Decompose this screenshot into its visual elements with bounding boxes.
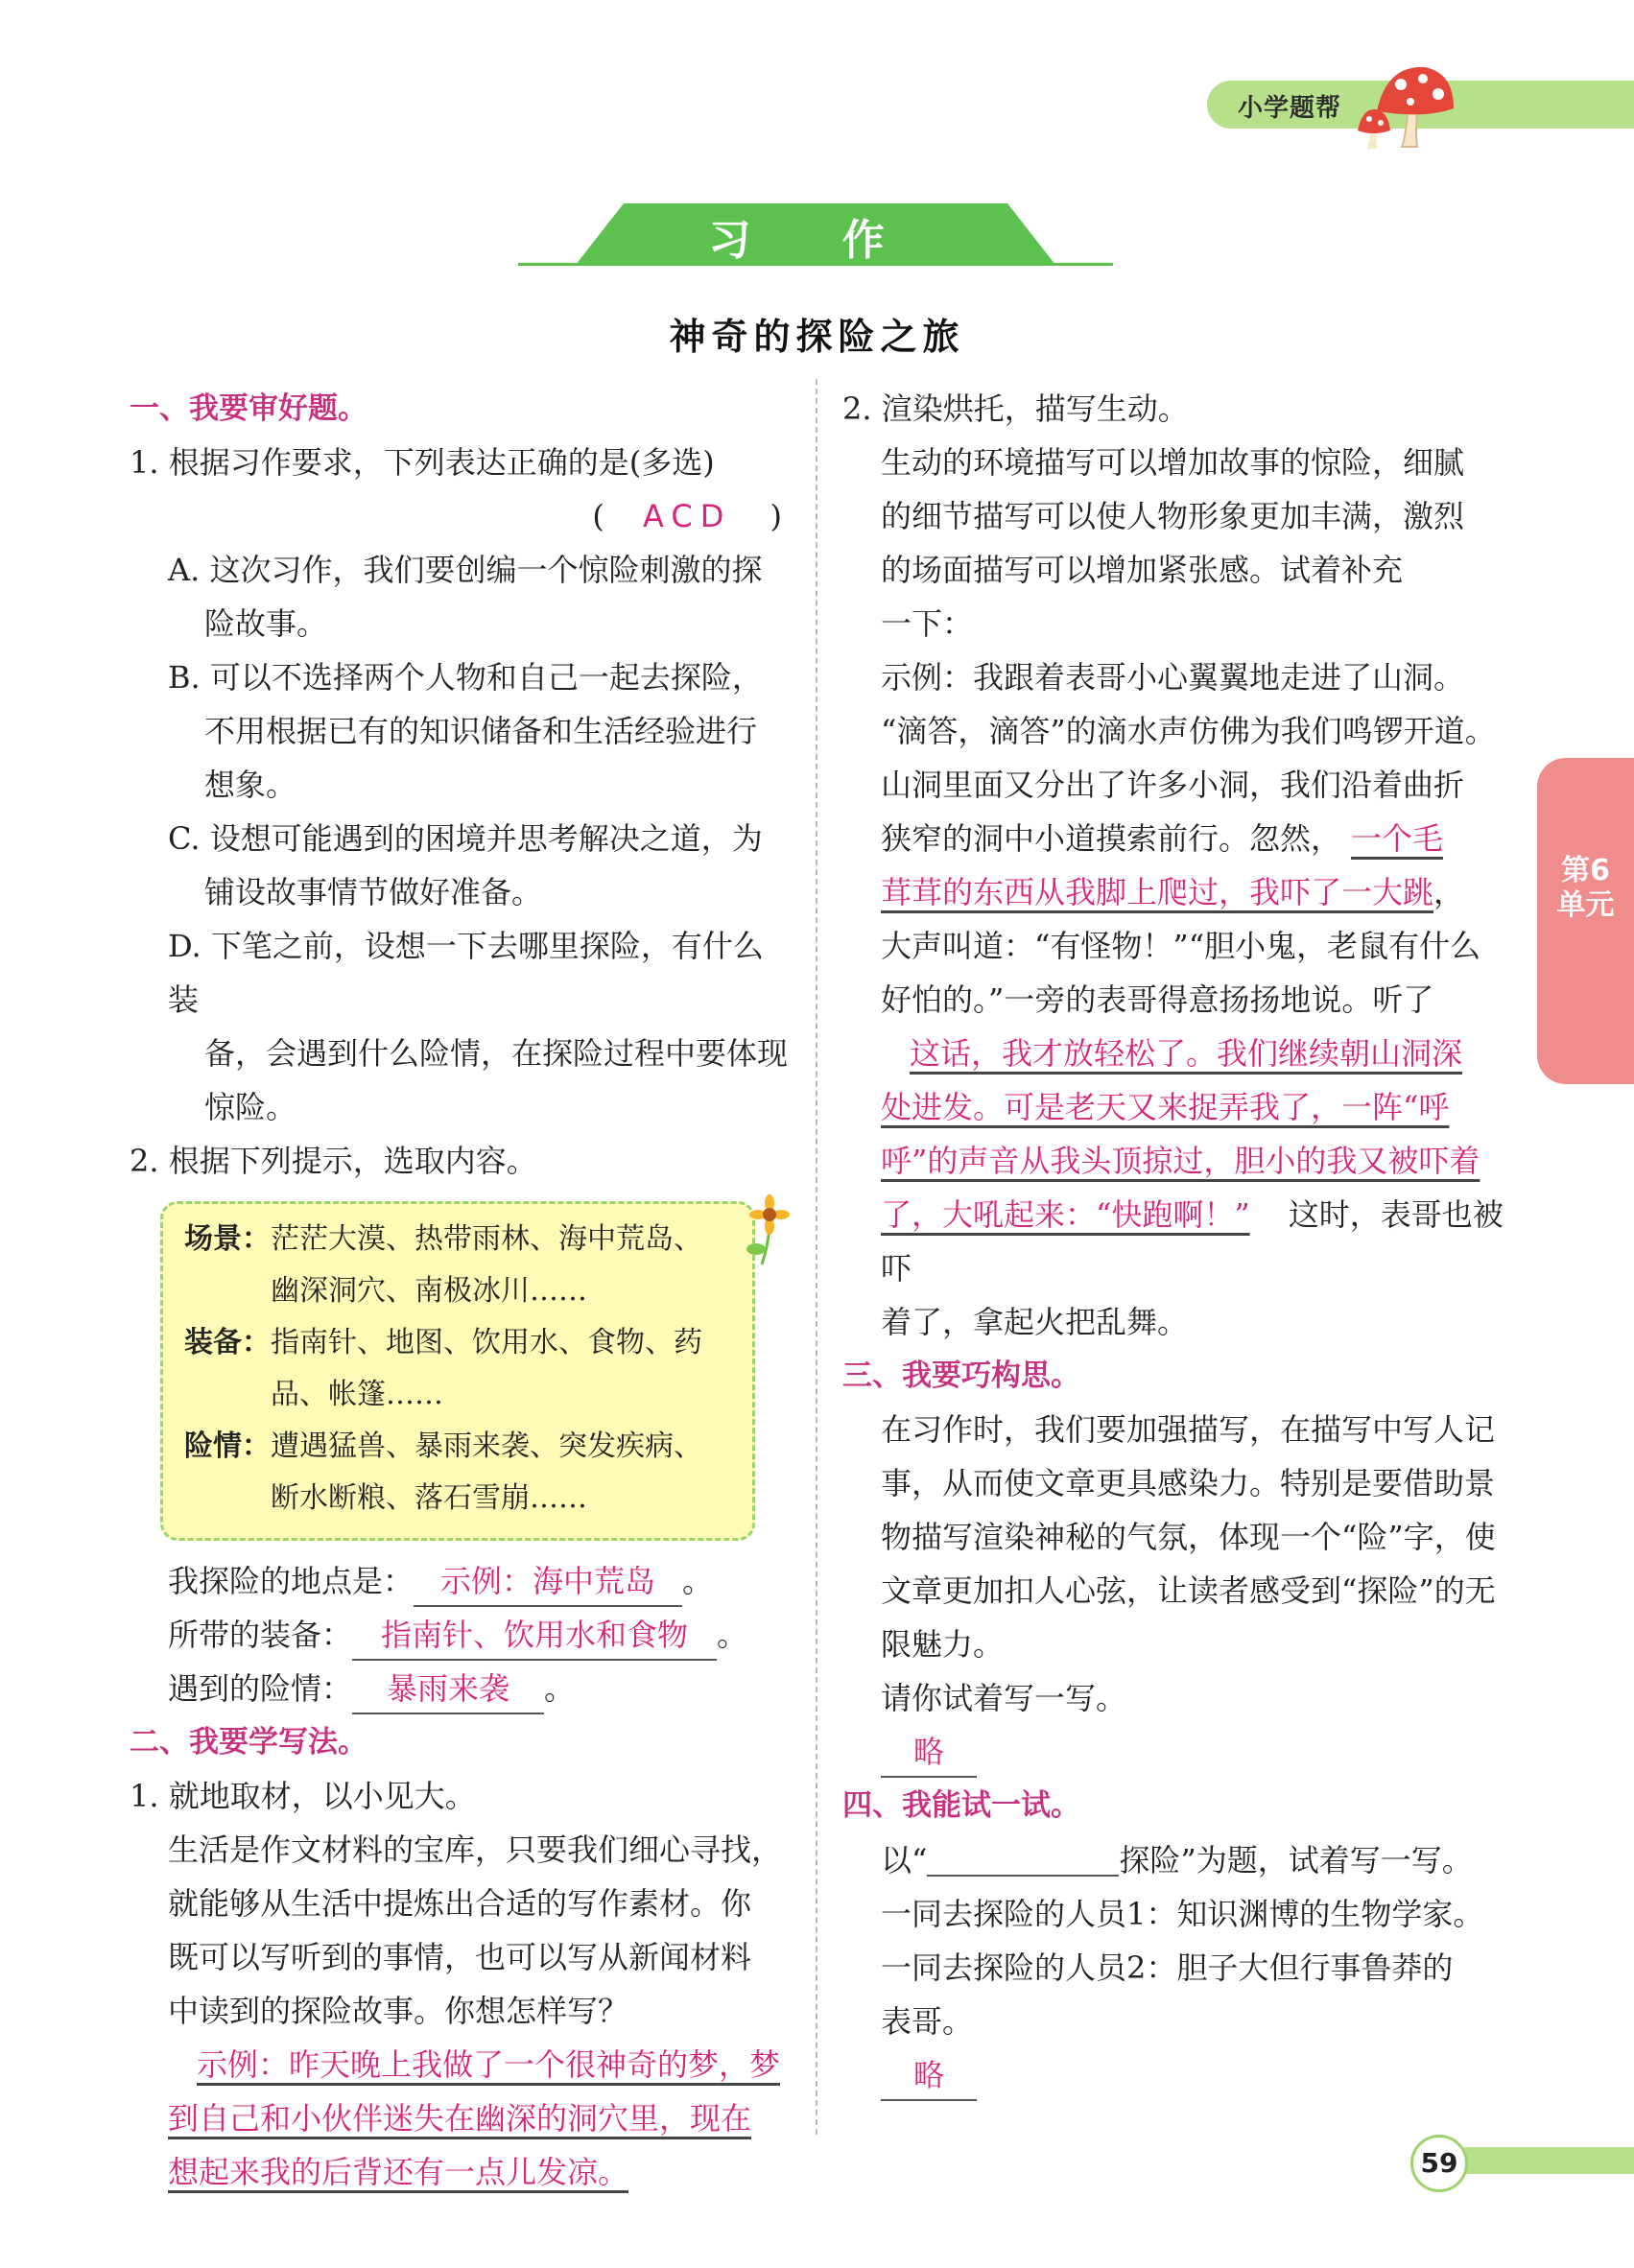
section-3-para-2: 事，从而使文章更具感染力。特别是要借助景 xyxy=(881,1465,1496,1501)
example-line-2: “滴答，滴答”的滴水声仿佛为我们鸣锣开道。 xyxy=(881,713,1496,749)
section-4-answer-row xyxy=(842,2048,1504,2102)
danger-answer: 暴雨来袭 xyxy=(352,1665,544,1714)
example-line-11 xyxy=(842,1188,1504,1295)
section-4-prompt-end: 探险”为题，试着写一写。 xyxy=(1119,1842,1473,1878)
option-d-line2: 备，会遇到什么险情，在探险过程中要体现 xyxy=(204,1035,789,1072)
option-a-line2: 险故事。 xyxy=(204,605,328,642)
method-1-para-4: 中读到的探险故事。你想怎样写？ xyxy=(168,1993,629,2029)
example-line-5 xyxy=(842,865,1504,919)
equip-row xyxy=(130,1608,792,1662)
comma: ， xyxy=(1433,874,1465,910)
option-b-line3: 想象。 xyxy=(204,767,297,803)
section-3-para-6: 请你试着写一写。 xyxy=(881,1680,1127,1716)
question-1: 1. 根据习作要求，下列表达正确的是(多选) xyxy=(130,444,715,481)
example-answer-2d: 了，大吼起来：“快跑啊！” xyxy=(881,1196,1250,1233)
left-column xyxy=(130,382,792,2199)
hint-scene-key: 场景： xyxy=(184,1222,271,1256)
method-1-title: 1. 就地取材，以小见大。 xyxy=(130,1778,476,1814)
hint-equip-line1: 指南针、地图、饮用水、食物、药 xyxy=(271,1326,702,1359)
section-4-person-1: 一同去探险的人员1：知识渊博的生物学家。 xyxy=(881,1896,1484,1932)
title-blank[interactable] xyxy=(927,1832,1119,1877)
danger-row xyxy=(130,1662,792,1715)
section-title: 习 作 xyxy=(708,216,923,265)
example-line-12: 着了，拿起火把乱舞。 xyxy=(881,1304,1189,1340)
hint-scene xyxy=(184,1214,735,1265)
option-b-line2: 不用根据已有的知识储备和生活经验进行 xyxy=(204,713,758,749)
paren-open: ( xyxy=(592,498,604,534)
section-3-para-4: 文章更加扣人心弦，让读者感受到“探险”的无 xyxy=(881,1572,1496,1609)
section-3-para-1: 在习作时，我们要加强描写，在描写中写人记 xyxy=(881,1411,1496,1448)
period: 。 xyxy=(717,1617,748,1653)
option-c-line1: C. 设想可能遇到的困境并思考解决之道，为 xyxy=(168,820,763,857)
mushroom-icon xyxy=(1358,56,1463,152)
page-number: 59 xyxy=(1410,2135,1468,2192)
hint-danger-line2: 断水断粮、落石雪崩…… xyxy=(271,1481,587,1515)
hint-danger xyxy=(184,1421,735,1473)
hint-equip-key: 装备： xyxy=(184,1326,271,1359)
essay-title: 神奇的探险之旅 xyxy=(669,315,965,358)
section-4-person-2-cont: 表哥。 xyxy=(881,2003,974,2040)
example-line-7: 好怕的。”一旁的表哥得意扬扬地说。听了 xyxy=(881,981,1434,1018)
hint-scene-line2: 幽深洞穴、南极冰川…… xyxy=(271,1274,587,1308)
section-4-prompt-start: 以“ xyxy=(881,1842,928,1878)
option-b-line1: B. 可以不选择两个人物和自己一起去探险， xyxy=(168,659,763,696)
example-answer-2c: 呼”的声音从我头顶掠过，胆小的我又被吓着 xyxy=(881,1143,1480,1179)
column-divider xyxy=(816,379,817,2135)
section-4-prompt xyxy=(842,1832,1504,1887)
paren-close: ) xyxy=(770,498,782,534)
method-2-para-4: 一下： xyxy=(881,605,974,642)
example-line-3: 山洞里面又分出了许多小洞，我们沿着曲折 xyxy=(881,767,1465,803)
method-1-para-1: 生活是作文材料的宝库，只要我们细心寻找， xyxy=(168,1831,783,1868)
method-1-para-3: 既可以写听到的事情，也可以写从新闻材料 xyxy=(168,1939,752,1975)
unit-tab-line2: 单元 xyxy=(1556,888,1615,922)
example-line-11-text: 这时，表哥也被吓 xyxy=(881,1196,1504,1287)
right-column xyxy=(842,382,1504,2102)
method-2-para-3: 的场面描写可以增加紧张感。试着补充 xyxy=(881,552,1404,588)
page-bar xyxy=(1458,2147,1634,2174)
sunflower-icon xyxy=(741,1190,798,1266)
hint-equip xyxy=(184,1317,735,1369)
hint-scene-line1: 茫茫大漠、热带雨林、海中荒岛、 xyxy=(271,1222,702,1256)
period: 。 xyxy=(544,1670,576,1707)
hint-box xyxy=(160,1201,755,1541)
method-1-answer-2: 到自己和小伙伴迷失在幽深的洞穴里，现在 xyxy=(168,2100,752,2137)
place-row xyxy=(130,1554,792,1608)
section-heading-2: 二、我要学写法。 xyxy=(130,1725,367,1760)
example-answer-2a: 这话，我才放轻松了。我们继续朝山洞深 xyxy=(910,1035,1463,1072)
hint-equip-line2: 品、帐篷…… xyxy=(271,1378,443,1411)
place-label: 我探险的地点是： xyxy=(168,1563,414,1599)
section-4-person-2: 一同去探险的人员2：胆子大但行事鲁莽的 xyxy=(881,1949,1454,1986)
example-answer-1b: 茸茸的东西从我脚上爬过，我吓了一大跳 xyxy=(881,874,1434,910)
unit-tab-line1: 第6 xyxy=(1561,854,1610,887)
method-2-para-1: 生动的环境描写可以增加故事的惊险，细腻 xyxy=(881,444,1465,481)
method-2-para-2: 的细节描写可以使人物形象更加丰满，激烈 xyxy=(881,498,1465,534)
example-line-6: 大声叫道：“有怪物！”“胆小鬼，老鼠有什么 xyxy=(881,928,1481,964)
question-1-answer-line xyxy=(130,489,792,543)
option-d-line1: D. 下笔之前，设想一下去哪里探险，有什么装 xyxy=(168,928,764,1018)
example-line-4 xyxy=(842,812,1504,865)
danger-label: 遇到的险情： xyxy=(168,1670,353,1707)
unit-tab-label xyxy=(1537,854,1634,923)
method-1-answer-1: 示例：昨天晚上我做了一个很神奇的梦，梦 xyxy=(197,2046,781,2083)
hint-danger-key: 险情： xyxy=(184,1429,271,1463)
option-a-line1: A. 这次习作，我们要创编一个惊险刺激的探 xyxy=(168,552,763,588)
equip-label: 所带的装备： xyxy=(168,1617,353,1653)
example-answer-2b: 处进发。可是老天又来捉弄我了，一阵“呼 xyxy=(881,1089,1450,1125)
section-4-answer: 略 xyxy=(881,2051,977,2101)
example-line-4-text: 狭窄的洞中小道摸索前行。忽然， xyxy=(881,820,1342,857)
hint-danger-line1: 遭遇猛兽、暴雨来袭、突发疾病、 xyxy=(271,1429,702,1463)
equip-answer: 指南针、饮用水和食物 xyxy=(352,1611,717,1661)
option-c-line2: 铺设故事情节做好准备。 xyxy=(204,874,543,910)
section-3-para-5: 限魅力。 xyxy=(881,1626,1005,1663)
method-1-para-2: 就能够从生活中提炼出合适的写作素材。你 xyxy=(168,1885,752,1922)
section-heading-3: 三、我要巧构思。 xyxy=(842,1358,1080,1393)
method-2-title: 2. 渲染烘托，描写生动。 xyxy=(842,390,1189,427)
question-2: 2. 根据下列提示，选取内容。 xyxy=(130,1143,537,1179)
section-3-para-3: 物描写渲染神秘的气氛，体现一个“险”字，使 xyxy=(881,1519,1496,1555)
example-answer-1a: 一个毛 xyxy=(1351,820,1444,857)
option-d-line3: 惊险。 xyxy=(204,1089,297,1125)
method-1-answer-3: 想起来我的后背还有一点儿发凉。 xyxy=(168,2154,629,2190)
example-line-1: 示例：我跟着表哥小心翼翼地走进了山洞。 xyxy=(881,659,1465,696)
period: 。 xyxy=(682,1563,714,1599)
place-answer: 示例：海中荒岛 xyxy=(414,1557,682,1607)
question-1-answer: ACD xyxy=(643,498,732,534)
brand-label: 小学题帮 xyxy=(1238,94,1342,123)
section-heading-4: 四、我能试一试。 xyxy=(842,1788,1080,1823)
section-3-answer-row xyxy=(842,1725,1504,1779)
section-3-answer: 略 xyxy=(881,1728,977,1778)
section-heading-1: 一、我要审好题。 xyxy=(130,391,367,426)
